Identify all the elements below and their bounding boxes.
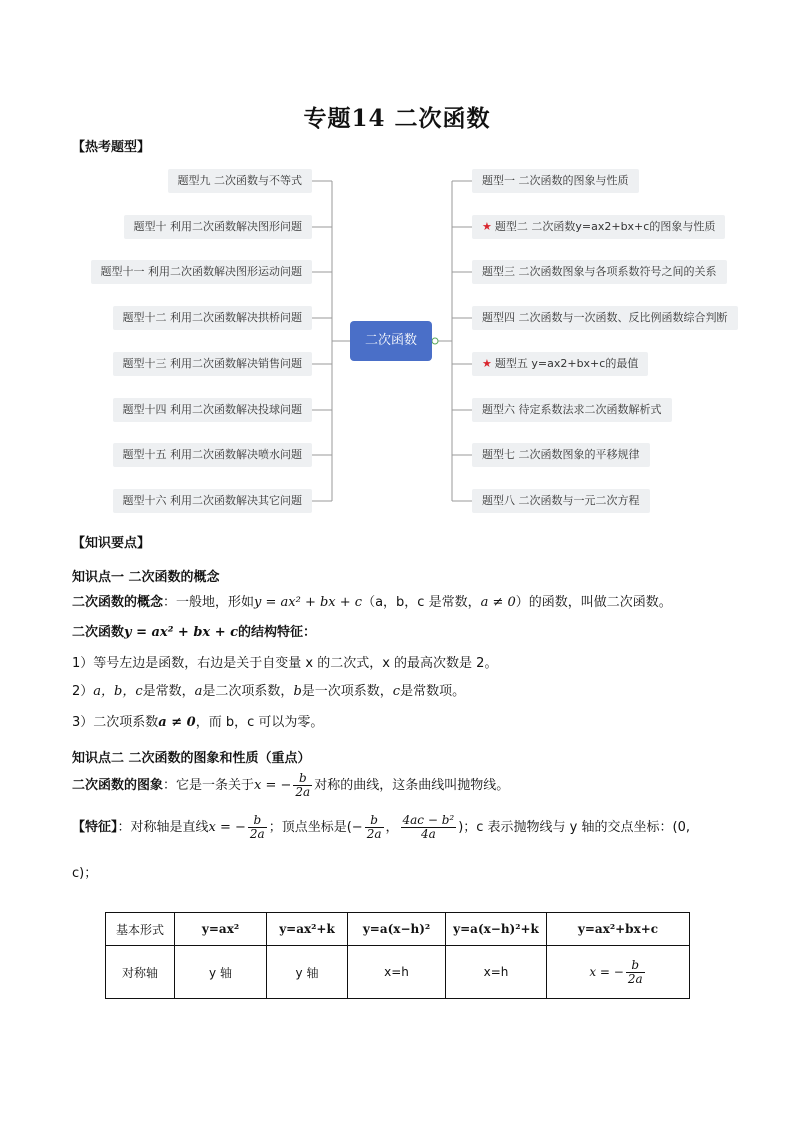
mindmap-left-node: 题型九 二次函数与不等式: [168, 169, 313, 193]
mindmap-right-node: ★ 题型二 二次函数y=ax2+bx+c的图象与性质: [472, 215, 725, 239]
k1-concept: 二次函数的概念：一般地，形如y = ax² + bx + c（a，b，c 是常数，a ≠ 0）的函数，叫做二次函数。: [72, 595, 672, 610]
k2-feature-cont: c)；: [72, 866, 98, 881]
fraction: $\frac{b}{2a}$: [366, 813, 382, 841]
mindmap-left-node: 题型十四 利用二次函数解决投球问题: [113, 398, 313, 422]
mindmap-right-node: 题型八 二次函数与一元二次方程: [472, 489, 650, 513]
mindmap-right-node: 题型三 二次函数图象与各项系数符号之间的关系: [472, 260, 727, 284]
k1-item2: 2）a，b，c是常数，a是二次项系数，b是一次项系数，c是常数项。: [72, 684, 466, 699]
table-row-label: 对称轴: [106, 946, 175, 999]
mindmap-left-node: 题型十三 利用二次函数解决销售问题: [113, 352, 313, 376]
star-icon: ★: [482, 220, 492, 233]
table-row: [106, 946, 690, 999]
mindmap-left-node: 题型十六 利用二次函数解决其它问题: [113, 489, 313, 513]
table-header-cell: y=ax²+k: [267, 913, 348, 946]
table-cell: x = − $\frac{b}{2a}$: [547, 946, 690, 999]
mindmap-left-node: 题型十 利用二次函数解决图形问题: [124, 215, 313, 239]
table-header-row: [106, 913, 690, 946]
table-cell: x=h: [446, 946, 547, 999]
k1-heading: 知识点一 二次函数的概念: [72, 570, 220, 585]
page-title: 专题14 二次函数: [303, 105, 491, 132]
fraction: $\frac{b}{2a}$: [627, 957, 643, 986]
mindmap-left-node: 题型十一 利用二次函数解决图形运动问题: [91, 260, 313, 284]
table-cell: y 轴: [267, 946, 348, 999]
fraction: $\frac{b}{2a}$: [295, 771, 311, 799]
table-cell: x=h: [348, 946, 446, 999]
knowledge-label: 【知识要点】: [72, 536, 151, 551]
mindmap-right-node: 题型一 二次函数的图象与性质: [472, 169, 639, 193]
fraction: $\frac{b}{2a}$: [249, 813, 265, 841]
mindmap-right-node: 题型四 二次函数与一次函数、反比例函数综合判断: [472, 306, 738, 330]
mindmap-center-node: 二次函数: [350, 321, 432, 361]
star-icon: ★: [482, 357, 492, 370]
mindmap-left-node: 题型十五 利用二次函数解决喷水问题: [113, 443, 313, 467]
symmetry-axis-table: [105, 912, 690, 999]
k1-item1: 1）等号左边是函数，右边是关于自变量 x 的二次式，x 的最高次数是 2。: [72, 656, 498, 671]
table-header-cell: y=ax²: [175, 913, 267, 946]
hot-topics-label: 【热考题型】: [72, 140, 151, 155]
fraction: $\frac{\text{4ac − b²}}{4a}$: [402, 813, 455, 841]
mindmap-right-node: 题型六 待定系数法求二次函数解析式: [472, 398, 672, 422]
k2-heading: 知识点二 二次函数的图象和性质（重点）: [72, 751, 311, 766]
mindmap-right-node: 题型七 二次函数图象的平移规律: [472, 443, 650, 467]
k2-graph: 二次函数的图象：它是一条关于x = − $\frac{b}{2a}$ 对称的曲线，这条曲线叫抛物线。: [72, 771, 510, 799]
table-header-cell: y=a(x−h)²: [348, 913, 446, 946]
mindmap-right-node: ★ 题型五 y=ax2+bx+c的最值: [472, 352, 648, 376]
mindmap: [0, 165, 794, 525]
table-header-cell: 基本形式: [106, 913, 175, 946]
table-header-cell: y=ax²+bx+c: [547, 913, 690, 946]
k1-item3: 3）二次项系数a ≠ 0，而 b，c 可以为零。: [72, 715, 324, 730]
table-cell: y 轴: [175, 946, 267, 999]
k2-feature: 【特征】：对称轴是直线x = − $\frac{b}{2a}$ ；顶点坐标是(− $\frac{b}{2a}$ ， $\frac{\text{4ac − b²}}{4a}$ )；c 表示抛物线与 y 轴的交点坐标：(0,: [72, 813, 690, 841]
collapse-dot-icon: [432, 338, 438, 344]
table-header-cell: y=a(x−h)²+k: [446, 913, 547, 946]
mindmap-left-node: 题型十二 利用二次函数解决拱桥问题: [113, 306, 313, 330]
k1-structure: 二次函数y = ax² + bx + c的结构特征：: [72, 625, 317, 640]
